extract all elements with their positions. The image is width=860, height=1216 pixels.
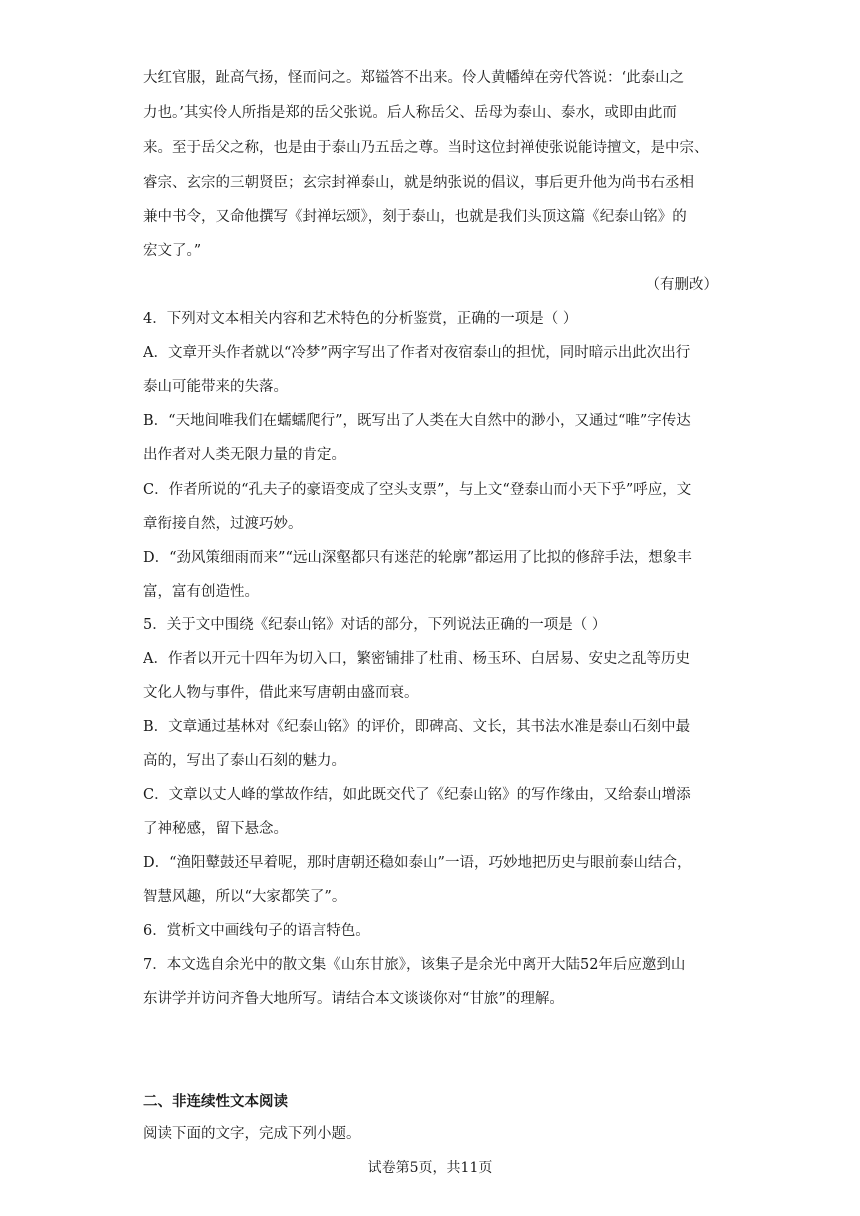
question-line: 4．下列对文本相关内容和艺术特色的分析鉴赏，正确的一项是（ ） (143, 311, 578, 327)
passage-line: 睿宗、玄宗的三朝贤臣；玄宗封禅泰山，就是纳张说的倡议，事后更升他为尚书右丞相 (143, 175, 694, 191)
section-instruction: 阅读下面的文字，完成下列小题。 (143, 1126, 361, 1142)
passage-line: 力也。’其实伶人所指是郑的岳父张说。后人称岳父、岳母为泰山、泰水，或即由此而 (143, 105, 677, 121)
question-line: 泰山可能带来的失落。 (143, 379, 288, 395)
question-line: 富，富有创造性。 (143, 584, 259, 600)
question-line: 出作者对人类无限力量的肯定。 (143, 447, 346, 463)
question-line: 6．赏析文中画线句子的语言特色。 (143, 923, 370, 939)
question-line: A．文章开头作者就以“冷梦”两字写出了作者对夜宿泰山的担忧，同时暗示出此次出行 (143, 345, 691, 361)
question-line: B．文章通过基林对《纪泰山铭》的评价，即碑高、文长，其书法水准是泰山石刻中最 (143, 719, 691, 735)
passage-line: 来。至于岳父之称，也是由于泰山乃五岳之尊。当时这位封禅使张说能诗擅文，是中宗、 (143, 140, 709, 156)
question-line: 了神秘感，留下悬念。 (143, 821, 288, 837)
question-line: 智慧风趣，所以“大家都笑了”。 (143, 889, 347, 905)
passage-line: 宏文了。” (143, 243, 202, 259)
passage-line: 大红官服，趾高气扬，怪而问之。郑镒答不出来。伶人黄幡绰在旁代答说：‘此泰山之 (143, 70, 685, 86)
question-line: 章衔接自然，过渡巧妙。 (143, 516, 303, 532)
page-footer: 试卷第5页，共11页 (367, 1160, 493, 1176)
question-line: D．“渔阳鼙鼓还早着呢，那时唐朝还稳如泰山”一语，巧妙地把历史与眼前泰山结合， (143, 855, 692, 871)
question-line: 文化人物与事件，借此来写唐朝由盛而衰。 (143, 685, 419, 701)
source-note: （有删改） (645, 277, 718, 293)
passage-line: 兼中书令，又命他撰写《封禅坛颂》，刻于泰山，也就是我们头顶这篇《纪泰山铭》的 (143, 209, 687, 225)
question-line: 东讲学并访问齐鲁大地所写。请结合本文谈谈你对“甘旅”的理解。 (143, 991, 564, 1007)
question-line: 高的，写出了泰山石刻的魅力。 (143, 753, 346, 769)
question-line: C．文章以丈人峰的掌故作结，如此既交代了《纪泰山铭》的写作缘由，又给泰山增添 (143, 787, 691, 803)
question-line: 5．关于文中围绕《纪泰山铭》对话的部分，下列说法正确的一项是（ ） (143, 617, 607, 633)
question-line: D．“劲风策细雨而来”“远山深壑都只有迷茫的轮廓”都运用了比拟的修辞手法，想象丰 (143, 550, 692, 566)
question-line: C．作者所说的“孔夫子的豪语变成了空头支票”，与上文“登泰山而小天下乎”呼应，文 (143, 482, 692, 498)
question-line: B．“天地间唯我们在蠕蠕爬行”，既写出了人类在大自然中的渺小，又通过“唯”字传达 (143, 413, 691, 429)
question-line: 7．本文选自余光中的散文集《山东甘旅》，该集子是余光中离开大陆52年后应邀到山 (143, 957, 686, 973)
question-line: A．作者以开元十四年为切入口，繁密铺排了杜甫、杨玉环、白居易、安史之乱等历史 (143, 651, 690, 667)
section-heading: 二、非连续性文本阅读 (143, 1093, 288, 1110)
